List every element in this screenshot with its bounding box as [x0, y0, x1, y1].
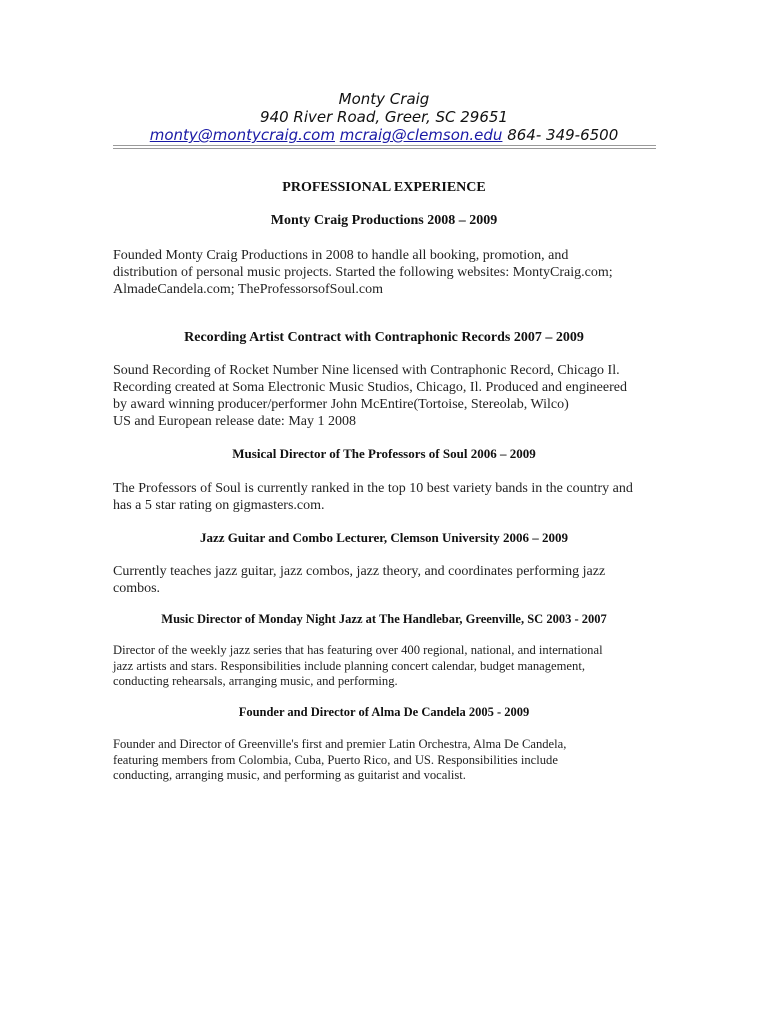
entry-line: Director of the weekly jazz series that has featuring over 400 regional, national, and international	[113, 643, 603, 657]
contact-name: Monty Craig	[338, 90, 430, 108]
entry-heading: Recording Artist Contract with Contraphonic Records 2007 – 2009	[184, 330, 584, 345]
entry-description	[113, 643, 673, 690]
entry-heading: Music Director of Monday Night Jazz at The Handlebar, Greenville, SC 2003 - 2007	[161, 612, 607, 626]
entry-description	[113, 362, 683, 430]
header-divider	[113, 145, 656, 149]
contact-line	[112, 126, 656, 144]
entry-heading: Monty Craig Productions 2008 – 2009	[270, 213, 498, 228]
entry-line: The Professors of Soul is currently ranked in the top 10 best variety bands in the country and	[113, 481, 633, 496]
entry-line: by award winning producer/performer John McEntire(Tortoise, Stereolab, Wilco)	[113, 397, 569, 412]
entry-line: Sound Recording of Rocket Number Nine licensed with Contraphonic Record, Chicago Il.	[113, 363, 620, 378]
entry-description	[113, 563, 683, 597]
contact-address: 940 River Road, Greer, SC 29651	[260, 108, 508, 126]
entry-heading: Jazz Guitar and Combo Lecturer, Clemson University 2006 – 2009	[199, 530, 569, 545]
email-secondary-link[interactable]: mcraig@clemson.edu	[339, 126, 503, 144]
entry-line: Currently teaches jazz guitar, jazz combos, jazz theory, and coordinates performing jazz	[113, 564, 606, 579]
entry-line: distribution of personal music projects. Started the following websites: MontyCraig.com;	[113, 265, 613, 280]
entry-line: jazz artists and stars. Responsibilities include planning concert calendar, budget management,	[113, 658, 585, 673]
entry-line: Founded Monty Craig Productions in 2008 to handle all booking, promotion, and	[113, 248, 569, 263]
entry-line: US and European release date: May 1 2008	[113, 414, 356, 429]
entry-line: Founder and Director of Greenville's first and premier Latin Orchestra, Alma De Candela,	[113, 737, 567, 751]
entry-heading: Musical Director of The Professors of Soul 2006 – 2009	[232, 446, 536, 461]
section-title: PROFESSIONAL EXPERIENCE	[282, 180, 486, 195]
email-primary-link[interactable]: monty@montycraig.com	[149, 126, 335, 144]
entry-description	[113, 480, 683, 514]
contact-header	[112, 90, 656, 144]
entry-description	[113, 737, 673, 784]
entry-line: featuring members from Colombia, Cuba, Puerto Rico, and US. Responsibilities include	[113, 752, 558, 767]
entry-line: Recording created at Soma Electronic Music Studios, Chicago, Il. Produced and engineered	[113, 380, 627, 395]
entry-line: combos.	[113, 581, 161, 596]
entry-line: has a 5 star rating on gigmasters.com.	[113, 498, 325, 513]
entry-heading: Founder and Director of Alma De Candela 2005 - 2009	[238, 705, 530, 719]
entry-line: conducting, arranging music, and performing as guitarist and vocalist.	[113, 768, 466, 782]
entry-line: conducting rehearsals, arranging music, and performing.	[113, 674, 398, 688]
phone-number: 864- 349-6500	[507, 126, 619, 144]
entry-line: AlmadeCandela.com; TheProfessorsofSoul.com	[113, 282, 383, 297]
entry-description	[113, 247, 683, 298]
